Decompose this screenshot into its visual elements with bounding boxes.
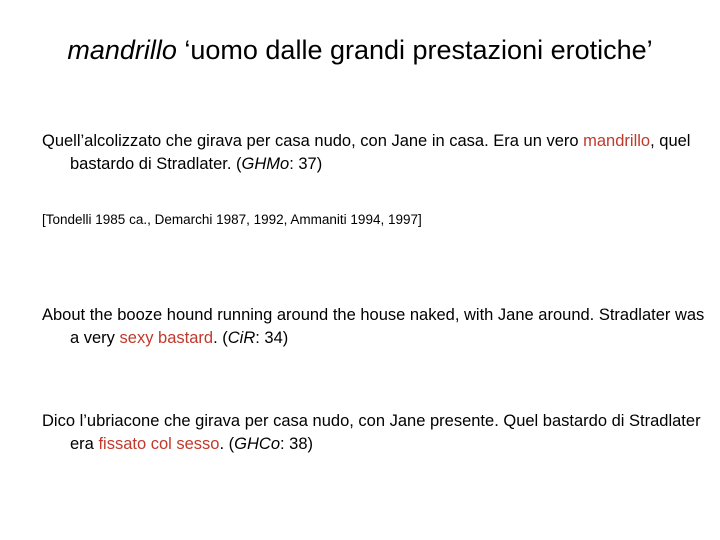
- quote-original-text-before: Quell’alcolizzato che girava per casa nudo, con Jane in casa. Era un vero: [42, 132, 584, 150]
- quote-english: [42, 304, 710, 350]
- quote-original-text-after: , quel bastardo di Stradlater. (: [70, 132, 691, 173]
- quote-translation-source: GHCo: [234, 435, 281, 453]
- quote-english-highlight: sexy bastard: [119, 329, 214, 347]
- quote-translation-text-after: . (: [219, 435, 235, 453]
- quote-translation-ref: : 38): [280, 435, 314, 453]
- quote-english-source: CiR: [227, 329, 256, 347]
- title-keyword: mandrillo: [67, 35, 177, 65]
- quote-original-ref: : 37): [289, 155, 323, 173]
- quote-translation: [42, 410, 710, 456]
- quote-english-text-before: About the booze hound running around the house naked, with Jane around. Stradlater was a very: [42, 306, 705, 347]
- quote-translation-text-before: Dico l’ubriacone che girava per casa nudo, con Jane presente. Quel bastardo di Stradlater era: [42, 412, 701, 453]
- quote-translation-highlight: fissato col sesso: [98, 435, 220, 453]
- title-gloss: ‘uomo dalle grandi prestazioni erotiche’: [176, 35, 653, 65]
- quote-original-highlight: mandrillo: [583, 132, 651, 150]
- attestations: [Tondelli 1985 ca., Demarchi 1987, 1992, Ammaniti 1994, 1997]: [42, 212, 422, 227]
- slide-title: [60, 30, 660, 70]
- quote-original: [42, 130, 710, 176]
- quote-english-ref: : 34): [255, 329, 289, 347]
- quote-english-text-after: . (: [213, 329, 228, 347]
- quote-original-source: GHMo: [241, 155, 290, 173]
